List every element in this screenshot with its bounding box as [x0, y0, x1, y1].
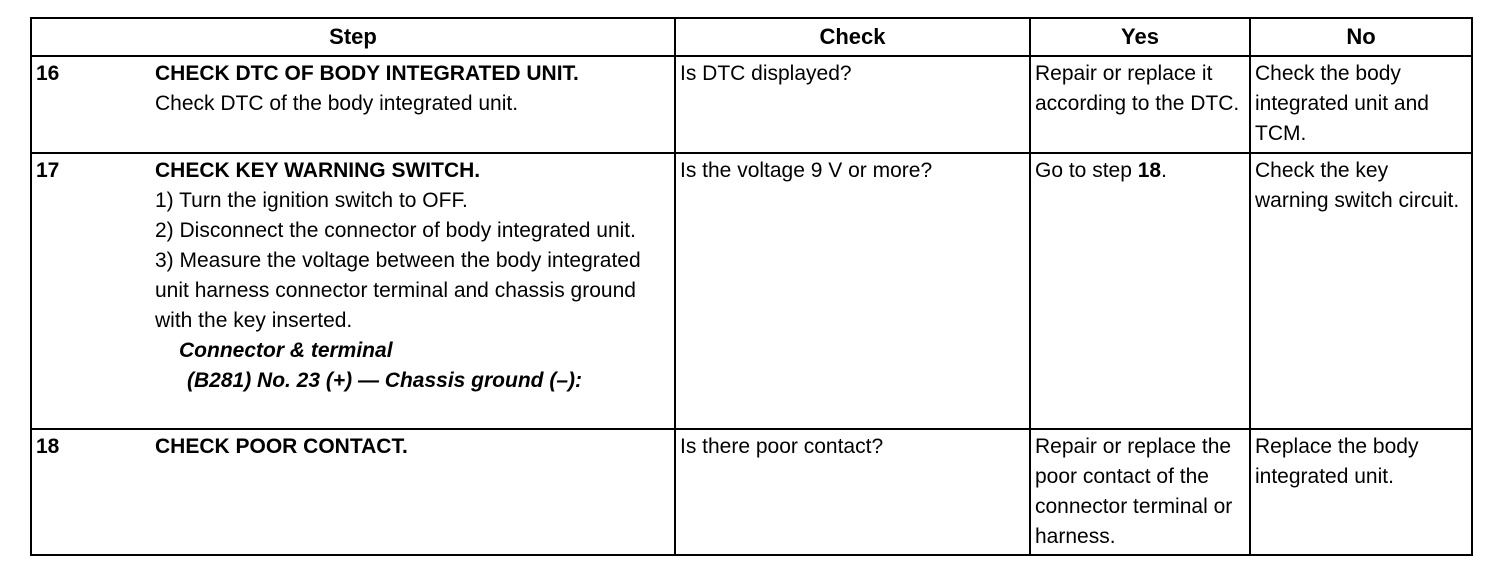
yes-cell: Repair or replace it according to the DTC.: [1030, 56, 1250, 153]
yes-cell: [1030, 153, 1250, 429]
step-description: [151, 153, 675, 429]
step-detail: Check DTC of the body integrated unit.: [155, 92, 519, 115]
no-cell: Check the key warning switch circuit.: [1250, 153, 1472, 429]
step-title: CHECK POOR CONTACT.: [155, 435, 408, 458]
connector-value: (B281) No. 23 (+) — Chassis ground (–):: [187, 369, 582, 392]
connector-title: Connector & terminal: [179, 339, 393, 362]
check-cell: Is the voltage 9 V or more?: [675, 153, 1030, 429]
header-yes: Yes: [1030, 18, 1250, 56]
check-cell: Is DTC displayed?: [675, 56, 1030, 153]
header-step: Step: [31, 18, 675, 56]
substep-3: 3) Measure the voltage between the body integrated unit harness connector terminal and chassis ground with the key inserted.: [155, 249, 641, 332]
header-no: No: [1250, 18, 1472, 56]
step-number: 18: [31, 429, 151, 555]
step-description: [151, 429, 675, 555]
yes-suffix: .: [1161, 159, 1167, 182]
step-title: CHECK DTC OF BODY INTEGRATED UNIT.: [155, 62, 579, 85]
step-number: 17: [31, 153, 151, 429]
yes-prefix: Go to step: [1035, 159, 1138, 182]
step-title: CHECK KEY WARNING SWITCH.: [155, 159, 481, 182]
check-cell: Is there poor contact?: [675, 429, 1030, 555]
table-row-16: [31, 56, 1472, 153]
yes-step-ref: 18: [1137, 159, 1162, 182]
table-row-17: [31, 153, 1472, 429]
header-check: Check: [675, 18, 1030, 56]
substep-2: 2) Disconnect the connector of body integrated unit.: [155, 219, 636, 242]
header-row: [31, 18, 1472, 56]
diagnostic-table: [30, 17, 1473, 556]
no-cell: Replace the body integrated unit.: [1250, 429, 1472, 555]
yes-cell: Repair or replace the poor contact of the connector terminal or harness.: [1030, 429, 1250, 555]
substep-1: 1) Turn the ignition switch to OFF.: [155, 189, 468, 212]
step-description: [151, 56, 675, 153]
no-cell: Check the body integrated unit and TCM.: [1250, 56, 1472, 153]
table-row-18: [31, 429, 1472, 555]
step-number: 16: [31, 56, 151, 153]
